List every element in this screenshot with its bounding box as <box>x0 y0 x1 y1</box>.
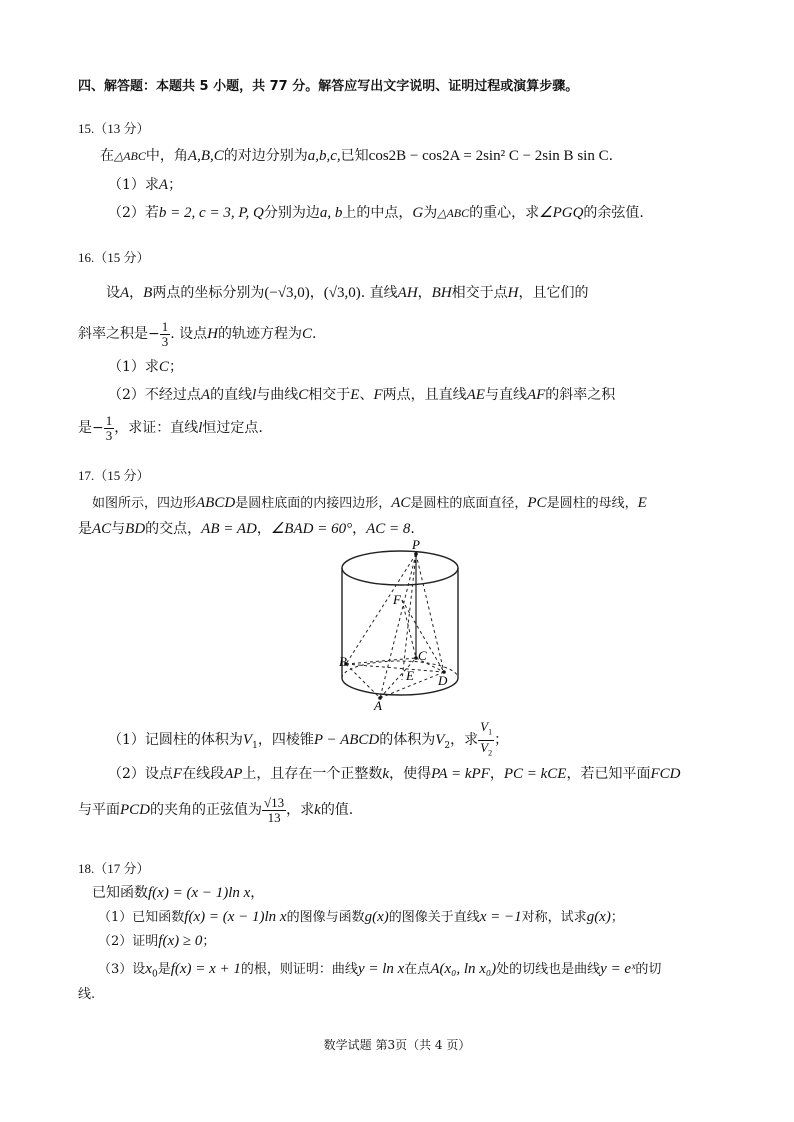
page-footer: 数学试题 第3页（共 4 页） <box>323 1038 471 1052</box>
q18-part3-line2: 线. <box>78 987 96 1002</box>
q15-part1: （1）求A； <box>108 177 183 193</box>
q17-part2: （2）设点F在线段AP上，且存在一个正整数k，使得PA = kPF，PC = kCE，若已知平面FCD <box>108 766 681 782</box>
q18-part1: （1）已知函数f(x) = (x − 1)ln x的图像与函数g(x)的图像关于直线x = −1对称，试求g(x)； <box>98 909 624 925</box>
q18-part2: （2）证明f(x) ≥ 0； <box>98 933 216 949</box>
fraction-v1-v2: $\frac{V_1}{V_2}$ <box>480 719 493 758</box>
q18-number: 18.（17 分） <box>78 861 150 876</box>
q18-line1: 已知函数f(x) = (x − 1)ln x， <box>92 885 265 901</box>
fraction-sqrt13-13: $\frac{√13}{13}$ <box>264 794 285 825</box>
label-e: E <box>406 668 414 683</box>
cylinder-pyramid-figure <box>330 538 470 713</box>
q18-part3: （3）设$x_0$是f(x) = x + 1的根，则证明：曲线y = ln x在点A(x₀, ln x₀)处的切线也是曲线y = eˣ的切 <box>98 961 662 980</box>
fraction-one-third: $\frac{1}{3}$ <box>161 318 169 349</box>
q17-line1: 如图所示，四边形ABCD是圆柱底面的内接四边形，AC是圆柱的底面直径，PC是圆柱的母线，E <box>92 495 647 511</box>
q15-stem: 在△ABC中，角A,B,C的对边分别为a,b,c,已知cos2B − cos2A = 2sin² C − 2sin B sin C. <box>100 148 614 164</box>
q17-line2: 是AC与BD的交点，AB = AD，∠BAD = 60°，AC = 8. <box>78 521 415 537</box>
q17-part1: （1）记圆柱的体积为$V_1$，四棱锥P − ABCD的体积为$V_2$，求 $\frac{V_1}{V_2}$ ； <box>108 720 508 766</box>
q15-part2: （2）若b = 2, c = 3, P, Q分别为边a, b上的中点，G为△ABC的重心，求∠PGQ的余弦值. <box>108 205 644 221</box>
q16-line1: 设A，B两点的坐标分别为(−√3,0)，(√3,0). 直线AH，BH相交于点H，且它们的 <box>106 285 589 301</box>
q16-part2: （2）不经过点A的直线l与曲线C相交于E、F两点，且直线AE与直线AF的斜率之积 <box>108 387 616 403</box>
q16-line2: 斜率之积是− $\frac{1}{3}$ . 设点H的轨迹方程为C. <box>78 318 317 349</box>
label-b: B <box>339 654 347 669</box>
fraction-one-third-b: $\frac{1}{3}$ <box>105 412 113 443</box>
label-f: F <box>393 592 401 607</box>
q16-number: 16.（15 分） <box>78 250 150 265</box>
point-p <box>414 552 418 556</box>
section-header: 四、解答题：本题共 5 小题，共 77 分。解答应写出文字说明、证明过程或演算步骤。 <box>78 79 579 94</box>
q16-part1: （1）求C； <box>108 359 183 375</box>
label-a: A <box>374 698 382 713</box>
q17-number: 17.（15 分） <box>78 468 150 483</box>
label-p: P <box>412 538 420 552</box>
q15-number: 15.（13 分） <box>78 121 150 136</box>
q17-part2-line2: 与平面PCD的夹角的正弦值为 $\frac{√13}{13}$ ，求k的值. <box>78 794 354 825</box>
label-d: D <box>438 673 448 688</box>
label-c: C <box>418 648 427 663</box>
q16-part2-line2: 是− $\frac{1}{3}$ ，求证：直线l恒过定点. <box>78 412 263 443</box>
pyramid-edges <box>346 554 444 698</box>
